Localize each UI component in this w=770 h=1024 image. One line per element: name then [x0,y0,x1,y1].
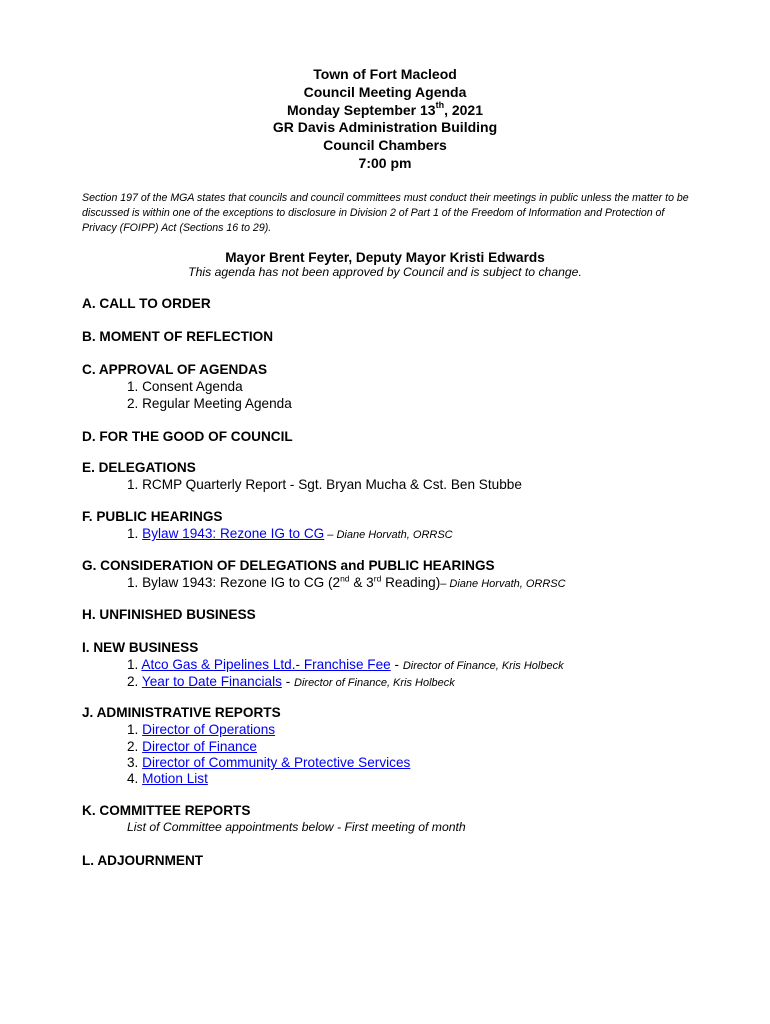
section-h-heading: H. UNFINISHED BUSINESS [82,607,256,622]
director-community-protective-link[interactable]: Director of Community & Protective Services [142,755,411,770]
section-j-item-2 [127,738,257,755]
item-number: 1. [127,657,142,672]
section-l-heading: L. ADJOURNMENT [82,853,204,868]
year-to-date-financials-link[interactable]: Year to Date Financials [141,674,282,689]
bylaw-1943-link[interactable]: Bylaw 1943: Rezone IG to CG [142,526,325,541]
section-f-heading: F. PUBLIC HEARINGS [82,509,223,524]
section-c-item-2: 2. Regular Meeting Agenda [127,396,292,411]
item-text: 1. Bylaw 1943: Rezone IG to CG (2 [127,575,341,590]
meeting-date-suffix: th [435,99,445,110]
meeting-date-year: , 2021 [444,101,484,118]
separator: - [281,674,295,689]
item-text: Reading) [381,575,441,590]
ordinal-suffix: nd [340,573,350,584]
director-of-operations-link[interactable]: Director of Operations [142,722,276,737]
section-j-item-4 [127,770,208,787]
section-b-heading: B. MOMENT OF REFLECTION [82,329,274,344]
section-i-item-2 [127,673,455,692]
section-g-heading: G. CONSIDERATION OF DELEGATIONS and PUBLIC HEARINGS [82,558,495,573]
item-number: 1. [127,526,143,541]
presenter-attribution: Director of Finance, Kris Holbeck [294,677,455,689]
town-name: Town of Fort Macleod [313,66,457,82]
atco-franchise-fee-link[interactable]: Atco Gas & Pipelines Ltd.- Franchise Fee [141,657,391,672]
section-e-heading: E. DELEGATIONS [82,460,196,475]
meeting-room: Council Chambers [323,137,447,154]
item-number: 1. [127,722,143,737]
meeting-building: GR Davis Administration Building [272,119,498,136]
presenter-attribution: – Diane Horvath, ORRSC [324,529,453,541]
ordinal-suffix: rd [373,573,382,584]
item-number: 3. [127,755,143,770]
motion-list-link[interactable]: Motion List [142,771,208,786]
meeting-date-main: Monday September 13 [286,101,436,118]
section-c-heading: C. APPROVAL OF AGENDAS [82,362,268,377]
item-number: 2. [127,674,142,689]
meeting-time: 7:00 pm [358,154,412,171]
section-g-item-1 [127,574,566,593]
section-a-heading: A. CALL TO ORDER [82,296,211,311]
section-f-item-1 [127,525,453,544]
item-number: 4. [127,771,143,786]
section-j-heading: J. ADMINISTRATIVE REPORTS [82,705,281,720]
foipp-notice: Section 197 of the MGA states that councils and council committees must conduct their meetings in public unless the matter to be discussed is within one of the exceptions to disclosure in Division 2 of Part 1 of the Freedom of Information and Protection of Privacy (FOIPP) Act (Sections 16 to 29). [82,192,689,234]
section-k-note: List of Committee appointments below - First meeting of month [127,820,466,834]
section-e-item-1: 1. RCMP Quarterly Report - Sgt. Bryan Mucha & Cst. Ben Stubbe [127,477,522,492]
agenda-header [0,66,770,173]
section-i-heading: I. NEW BUSINESS [82,640,199,655]
section-k-heading: K. COMMITTEE REPORTS [82,803,251,818]
mayor-line: Mayor Brent Feyter, Deputy Mayor Kristi Edwards [225,250,545,265]
presenter-attribution: – Diane Horvath, ORRSC [440,578,566,590]
item-text: & 3 [349,575,374,590]
section-c-item-1: 1. Consent Agenda [127,379,243,394]
section-j-item-1 [127,721,275,738]
separator: - [390,657,403,672]
meeting-date [0,99,770,120]
item-number: 2. [127,739,143,754]
agenda-title: Council Meeting Agenda [303,83,467,100]
director-of-finance-link[interactable]: Director of Finance [142,739,257,754]
presenter-attribution: Director of Finance, Kris Holbeck [402,660,564,672]
agenda-disclaimer: This agenda has not been approved by Council and is subject to change. [188,265,582,279]
section-j-item-3 [127,754,410,771]
section-d-heading: D. FOR THE GOOD OF COUNCIL [82,429,293,444]
